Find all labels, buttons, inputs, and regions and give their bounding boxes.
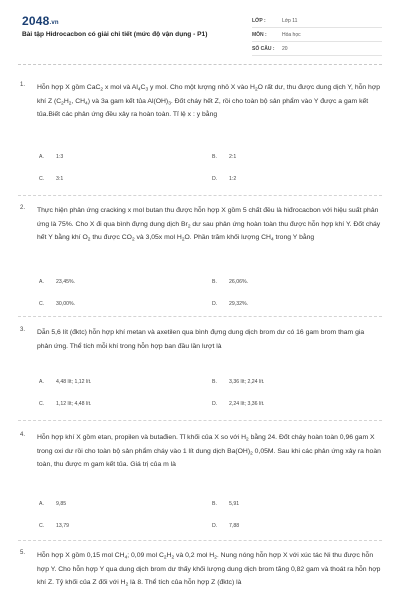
option-c[interactable]: C. 13,79 — [39, 523, 69, 529]
question-text: Thực hiện phản ứng cracking x mol butan thu được hỗn hợp X gồm 5 chất đều là hiđrocacbon với hiệu suất phản ứng là 75%. Cho X đi qua bình đựng dung dịch $Br_2$ dư sau phản ứng hoàn toàn thu được hỗn hợp khí Y. Đốt cháy hết Y bằng khí $O_2$ thu được $CO_2$ và 3,05x mol $H_2O$. Phần trăm khối lượng $CH_4$ trong Y bằng — [37, 207, 381, 243]
option-b[interactable]: B. 26,06%. — [212, 279, 249, 285]
info-value: 20 — [282, 45, 288, 52]
info-label: LỚP : — [252, 17, 266, 24]
question-divider — [18, 316, 382, 317]
question-number: 2. — [20, 205, 26, 211]
option-d[interactable]: D. 1:2 — [212, 176, 237, 182]
option-b[interactable]: B. 3,36 lít; 2,24 lít. — [212, 379, 265, 385]
info-row-class — [252, 14, 382, 28]
option-d[interactable]: D. 29,32%. — [212, 301, 249, 307]
question-divider — [18, 420, 382, 421]
info-value: Lớp 11 — [282, 17, 298, 24]
question-number: 3. — [20, 327, 26, 333]
info-label: MÔN : — [252, 31, 267, 38]
option-b[interactable]: B. 5,91 — [212, 501, 240, 507]
option-a[interactable]: A. 4,48 lít; 1,12 lít. — [39, 379, 92, 385]
info-value: Hóa học — [282, 31, 301, 38]
site-logo[interactable]: 2048.vn — [22, 14, 59, 28]
header-divider — [18, 64, 382, 65]
info-row-subject — [252, 28, 382, 42]
question-divider — [18, 195, 382, 196]
option-a[interactable]: A. 1:3 — [39, 154, 64, 160]
question-text: Dẫn 5,6 lít (đktc) hỗn hợp khí metan và axetilen qua bình đựng dung dịch brom dư có 16 gam brom tham gia phản ứng. Thể tích mỗi khí trong hỗn hợp ban đầu lần lượt là — [37, 329, 365, 350]
option-d[interactable]: D. 7,88 — [212, 523, 240, 529]
question-text: Hỗn hợp X gồm CaC$_2$ x mol và $Al_4C_3$ y mol. Cho một lượng nhỏ X vào $H_2O$ rất dư, thu được dung dịch Y, hỗn hợp khí Z ($C_2H_2$, $CH_4$) và 3a gam kết tủa $Al(OH)_3$. Đốt cháy hết Z, rồi cho toàn bộ sản phẩm vào Y được a gam kết tủa.Biết các phản ứng đều xảy ra hoàn toàn. Tỉ lệ x : y bằng — [37, 84, 381, 119]
question-text: Hỗn hợp X gồm 0,15 mol $CH_4$; 0,09 mol $C_2H_2$ và 0,2 mol $H_2$. Nung nóng hỗn hợp X với xúc tác Ni thu được hỗn hợp Y. Cho hỗn hợp Y qua dung dịch brom dư thấy khối lượng dung dịch brom tăng 0,82 gam và thoát ra hỗn hợp khí Z. Tỷ khối của Z đối với $H_2$ là 8. Thể tích của hỗn hợp Z (đktc) là — [37, 552, 381, 588]
info-panel — [252, 14, 382, 56]
option-d[interactable]: D. 2,24 lít; 3,36 lít. — [212, 401, 265, 407]
document-title: Bài tập Hidrocacbon có giải chi tiết (mức độ vận dụng - P1) — [22, 31, 208, 38]
option-b[interactable]: B. 2:1 — [212, 154, 237, 160]
info-row-count — [252, 42, 382, 56]
question-number: 1. — [20, 82, 26, 88]
option-c[interactable]: C. 1,12 lít; 4,48 lít. — [39, 401, 92, 407]
option-c[interactable]: C. 30,00%. — [39, 301, 76, 307]
document-header — [0, 0, 400, 65]
option-a[interactable]: A. 9,85 — [39, 501, 67, 507]
question-number: 5. — [20, 550, 26, 556]
info-label: SỐ CÂU : — [252, 45, 275, 52]
question-divider — [18, 540, 382, 541]
option-a[interactable]: A. 23,45%. — [39, 279, 76, 285]
option-c[interactable]: C. 3:1 — [39, 176, 64, 182]
question-text: Hỗn hợp khí X gồm etan, propilen và butađien. Tỉ khối của X so với $H_2$ bằng 24. Đốt cháy hoàn toàn 0,96 gam X trong oxi dư rồi cho toàn bộ sản phẩm cháy vào 1 lít dung dịch $Ba(OH)_2$ 0,05M. Sau khi các phản ứng xảy ra hoàn toàn, thu được m gam kết tủa. Giá trị của m là — [37, 434, 381, 469]
question-number: 4. — [20, 432, 26, 438]
